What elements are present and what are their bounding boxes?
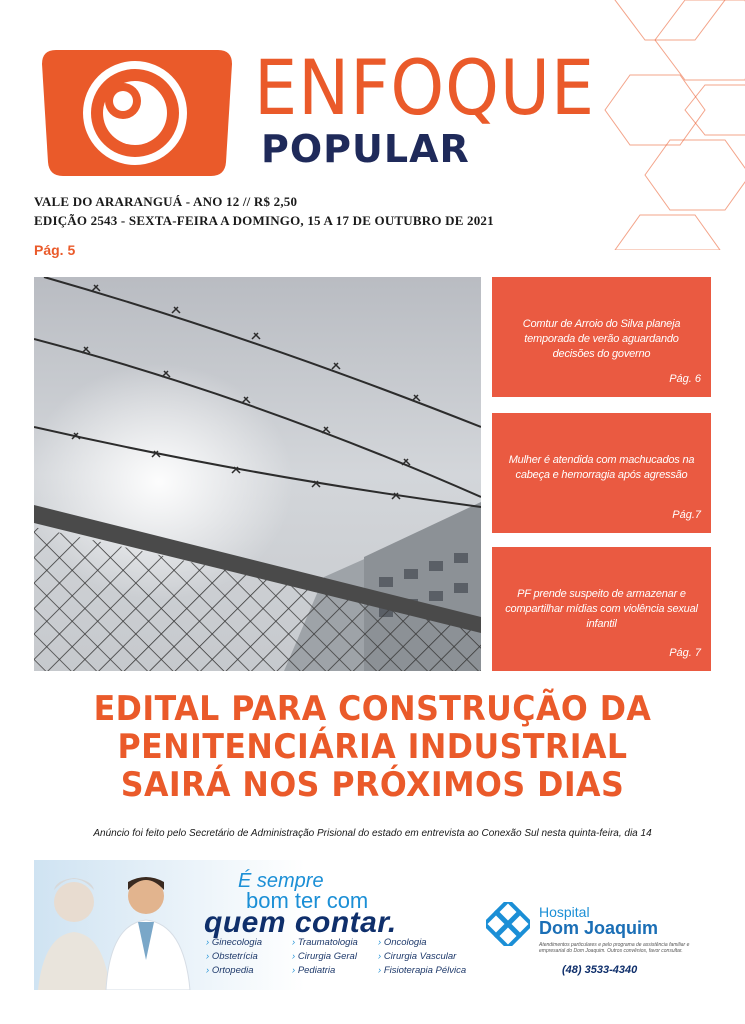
service-item: › Cirurgia Geral bbox=[292, 950, 358, 964]
services-list bbox=[378, 936, 466, 978]
teaser-text: Comtur de Arroio do Silva planeja temporada de verão aguardando decisões do governo bbox=[522, 318, 681, 360]
main-headline[interactable] bbox=[34, 690, 711, 804]
hospital-note: Atendimentos particulares e pelo programa de assistência familiar e empresarial do Dom Joaquim. Outros convênios, favor consultar. bbox=[539, 942, 690, 954]
teaser-box[interactable] bbox=[492, 277, 711, 397]
hospital-name-line-2: Dom Joaquim bbox=[539, 918, 659, 938]
hospital-name-line-1: Hospital bbox=[539, 904, 590, 920]
teaser-page-ref: Pág.7 bbox=[672, 509, 701, 521]
headline-line: EDITAL PARA CONSTRUÇÃO DA bbox=[93, 689, 652, 729]
ad-tagline-3: quem contar. bbox=[204, 906, 397, 939]
edition-date: EDIÇÃO 2543 - SEXTA-FEIRA A DOMINGO, 15 A 17 DE OUTUBRO DE 2021 bbox=[34, 213, 494, 228]
ad-tagline-1: É sempre bbox=[238, 870, 324, 892]
headline-subhead: Anúncio foi feito pelo Secretário de Administração Prisional do estado em entrevista ao Conexão Sul nesta quinta-feira, dia 14 bbox=[93, 828, 652, 839]
main-story-page-ref: Pág. 5 bbox=[34, 242, 76, 258]
ad-tagline-2: bom ter com bbox=[246, 888, 369, 913]
barbed-wire-fence-photo[interactable] bbox=[34, 277, 481, 671]
hexagon-decoration bbox=[585, 0, 745, 250]
brand-title: ENFOQUE bbox=[254, 43, 595, 132]
teaser-page-ref: Pág. 6 bbox=[669, 373, 701, 385]
service-item: › Traumatologia bbox=[292, 936, 358, 950]
hospital-phone[interactable]: (48) 3533-4340 bbox=[562, 964, 638, 976]
services-list bbox=[206, 936, 262, 978]
teaser-page-ref: Pág. 7 bbox=[669, 647, 701, 659]
service-item: › Pediatria bbox=[292, 964, 358, 978]
service-item: › Obstetrícia bbox=[206, 950, 262, 964]
teaser-box[interactable] bbox=[492, 547, 711, 671]
brand-subtitle: POPULAR bbox=[261, 127, 470, 171]
service-item: › Ginecologia bbox=[206, 936, 262, 950]
teaser-text: PF prende suspeito de armazenar e compartilhar mídias com violência sexual infantil bbox=[505, 588, 698, 630]
hospital-logo-icon bbox=[486, 902, 530, 946]
service-item: › Oncologia bbox=[378, 936, 466, 950]
service-item: › Ortopedia bbox=[206, 964, 262, 978]
hospital-advertisement[interactable] bbox=[34, 860, 711, 990]
headline-line: PENITENCIÁRIA INDUSTRIAL bbox=[117, 727, 628, 767]
service-item: › Cirurgia Vascular bbox=[378, 950, 466, 964]
newspaper-logo-icon bbox=[38, 46, 236, 180]
edition-location-price: VALE DO ARARANGUÁ - ANO 12 // R$ 2,50 bbox=[34, 194, 298, 209]
teaser-box[interactable] bbox=[492, 413, 711, 533]
services-list bbox=[292, 936, 358, 978]
headline-line: SAIRÁ NOS PRÓXIMOS DIAS bbox=[120, 765, 625, 805]
teaser-text: Mulher é atendida com machucados na cabeça e hemorragia após agressão bbox=[508, 454, 695, 481]
service-item: › Fisioterapia Pélvica bbox=[378, 964, 466, 978]
doctor-and-patient-image bbox=[34, 860, 224, 990]
